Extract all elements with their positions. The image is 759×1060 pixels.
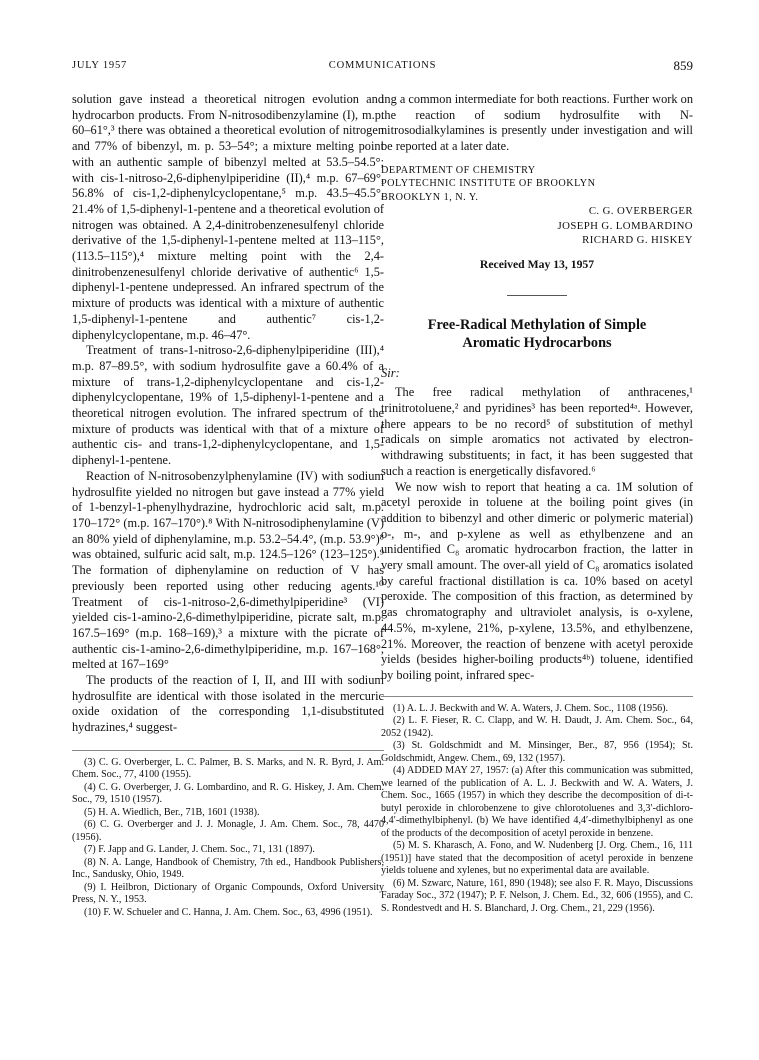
article-title (381, 316, 693, 352)
body-paragraph: The products of the reaction of I, II, and III with sodium hydrosulfite are identical with those isolated in the mercuric oxide oxidation of the corresponding 1,1-disubstituted hydrazines,⁴ suggest- (72, 673, 384, 735)
footnote: (1) A. L. J. Beckwith and W. A. Waters, J. Chem. Soc., 1108 (1956). (393, 702, 669, 714)
author-list (381, 204, 693, 247)
author-name: RICHARD G. HISKEY (582, 233, 693, 246)
footnote: (3) St. Goldschmidt and M. Minsinger, Ber., 87, 956 (1954); St. Goldschmidt, Angew. Chem., 69, 132 (1957). (381, 740, 693, 764)
body-paragraph: solution gave instead a theoretical nitrogen evolution and hydrocarbon products. From N-nitrosodibenzylamine (I), m.p. 60–61°,³ there was obtained a theoretical evolution of nitrogen and 77% of bibenzyl, m. p. 53–54°; a mixture melting point with an authentic sample of bibenzyl melted at 53.5–54.5°; with cis-1-nitroso-2,6-diphenylpiperidine (II),⁴ m.p. 67–69°, 56.8% of cis-1,2-diphenylcyclopentane,⁵ m.p. 43.5–45.5°, 21.4% of 1,5-diphenyl-1-pentene and a theoretical evolution of nitrogen was obtained. A 2,4-dinitrobenzenesulfenyl chloride derivative of the 1,5-diphenyl-1-pentene melted at 113–115°, (113.5–115°),⁴ mixture melting point with the 2,4-dinitrobenzenesulfenyl chloride derivative of authentic⁶ 1,5-diphenyl-1-pentene undepressed. An infrared spectrum of the mixture of products was identical with a mixture of authentic 1,5-diphenyl-1-pentene and authentic⁷ cis-1,2-diphenylcyclopentane, m.p. 46–47°. (72, 92, 384, 342)
footnote: (3) C. G. Overberger, L. C. Palmer, B. S. Marks, and N. R. Byrd, J. Am. Chem. Soc., 77, 4100 (1955). (72, 756, 384, 781)
footnote: (10) F. W. Schueler and C. Hanna, J. Am. Chem. Soc., 63, 4996 (1951). (84, 906, 373, 918)
author-name: JOSEPH G. LOMBARDINO (557, 219, 693, 232)
section-divider (507, 295, 567, 296)
body-paragraph: The free radical methylation of anthracenes,¹ trinitrotoluene,² and pyridines³ has been reported⁴ᵃ. However, there appears to be no record⁵ of substitution of methyl radicals on simple aromatics not activated by electron-withdrawing substituents; in fact, it has been suggested that such a reaction is energetically disfavored.⁶ (381, 385, 693, 478)
running-head (72, 60, 693, 76)
affiliation-city: BROOKLYN 1, N. Y. (381, 191, 479, 203)
footnote: (7) F. Japp and G. Lander, J. Chem. Soc., 71, 131 (1897). (84, 844, 315, 856)
affiliation-department: DEPARTMENT OF CHEMISTRY (381, 164, 536, 176)
received-date: Received May 13, 1957 (479, 257, 595, 271)
body-paragraph: We now wish to report that heating a ca. 1M solution of acetyl peroxide in toluene at the boiling point gives (in addition to bibenzyl and other dimeric or polymeric material) o-, m-, and p-xylene as well as ethylbenzene and an unidentified C₈ aromatic hydrocarbon fraction, the latter in very small amount. The over-all yield of C₈ aromatics isolated by careful fractional distillation is ca. 10% based on acetyl peroxide. The composition of this fraction, as determined by gas chromatography and ultraviolet analysis, is o-xylene, 44.5%, m-xylene, 21%, p-xylene, 13.5%, and ethylbenzene, 21%. Moreover, the reaction of benzene with acetyl peroxide yields (besides higher-boiling products⁴ᵇ) toluene, identified by boiling point, infrared spec- (381, 479, 693, 682)
footnote: (4) ADDED MAY 27, 1957: (a) After this communication was submitted, we learned of the publication of A. L. J. Beckwith and W. A. Waters, J. Chem. Soc., 1665 (1957) in which they describe the decomposition of di-t-butyl peroxide in chlorobenzene to give chlorotoluenes and 3,3′-dichloro-4,4′-dimethylbiphenyl. (b) We have identified 4,4′-dimethylbiphenyl as one of the products of the decomposition of acetyl peroxide in benzene. (381, 765, 693, 839)
footnote: (5) M. S. Kharasch, A. Fono, and W. Nudenberg [J. Org. Chem., 16, 111 (1951)] have stated that the decomposition of acetyl peroxide in benzene yields toluene and xylenes, but no experimental data are available. (381, 840, 693, 877)
article-title-line: Free-Radical Methylation of Simple (427, 316, 647, 333)
body-paragraph: Reaction of N-nitrosobenzylphenylamine (IV) with sodium hydrosulfite yielded no nitrogen but gave instead a 77% yield of 1-benzyl-1-phenylhydrazine, hydrochloric acid salt, m.p. 170–172° (m.p. 167–170°).⁸ With N-nitrosodiphenylamine (V) an 80% yield of diphenylamine, m.p. 53.2–54.4°, (m.p. 53.9°)⁸ was obtained, sulfuric acid salt, m.p. 124.5–126° (123–125°).⁹ The formation of diphenylamine on reduction of V has previously been reported using other reducing agents.¹⁰ Treatment of cis-1-nitroso-2,6-dimethylpiperidine³ (VI) yielded cis-1-amino-2,6-dimethylpiperidine, picrate salt, m.p. 167.5–169° (m.p. 168–169),³ a mixture with the picrate of authentic cis-1-amino-2,6-dimethylpiperidine, m.p. 167–168°, melted at 167–169° (72, 468, 384, 672)
footnote: (6) M. Szwarc, Nature, 161, 890 (1948); see also F. R. Mayo, Discussions Faraday Soc., 372 (1947); P. F. Nelson, J. Chem. Ed., 32, 606 (1955), and C. S. Rondestvedt and H. S. Blanchard, J. Org. Chem., 21, 229 (1956). (381, 877, 693, 914)
article-title-line: Aromatic Hydrocarbons (462, 334, 612, 351)
salutation: Sir: (381, 365, 400, 380)
footnote: (6) C. G. Overberger and J. J. Monagle, J. Am. Chem. Soc., 78, 4470 (1956). (72, 819, 384, 843)
running-head-section: COMMUNICATIONS (328, 60, 437, 71)
footnote: (8) N. A. Lange, Handbook of Chemistry, 7th ed., Handbook Publishers, Inc., Sandusky, Ohio, 1949. (72, 856, 384, 881)
affiliation-institute: POLYTECHNIC INSTITUTE OF BROOKLYN (381, 178, 596, 190)
footnote: (4) C. G. Overberger, J. G. Lombardino, and R. G. Hiskey, J. Am. Chem. Soc., 79, 1510 (1957). (72, 781, 384, 806)
right-column (381, 92, 693, 915)
footnote: (2) L. F. Fieser, R. C. Clapp, and W. H. Daudt, J. Am. Chem. Soc., 64, 2052 (1942). (381, 715, 693, 739)
footnotes-left (72, 750, 384, 920)
affiliation (381, 164, 693, 205)
running-head-date: JULY 1957 (72, 60, 128, 71)
left-column (72, 92, 384, 919)
body-paragraph: ing a common intermediate for both reactions. Further work on the reaction of sodium hydrosulfite with N-nitrosodialkylamines is presently under investigation and will be reported at a later date. (381, 92, 693, 154)
footnote: (9) I. Heilbron, Dictionary of Organic Compounds, Oxford University Press, N. Y., 1953. (72, 881, 384, 906)
author-name: C. G. OVERBERGER (588, 205, 693, 218)
body-paragraph: Treatment of trans-1-nitroso-2,6-diphenylpiperidine (III),⁴ m.p. 87–89.5°, with sodium hydrosulfite gave a 60.4% of a mixture of trans-1,2-diphenylcyclopentane and cis-1,2-diphenylcyclopentane, 19% of 1,5-diphenyl-1-pentene and a theoretical nitrogen evolution. The infrared spectrum of the mixture of products was identical with that of a mixture of authentic cis- and trans-1,2-diphenylcyclopentane, and 1,5-diphenyl-1-pentene. (72, 343, 384, 468)
footnotes-right (381, 696, 693, 916)
page-number: 859 (673, 58, 693, 73)
footnote: (5) H. A. Wiedlich, Ber., 71B, 1601 (1938). (84, 806, 260, 818)
